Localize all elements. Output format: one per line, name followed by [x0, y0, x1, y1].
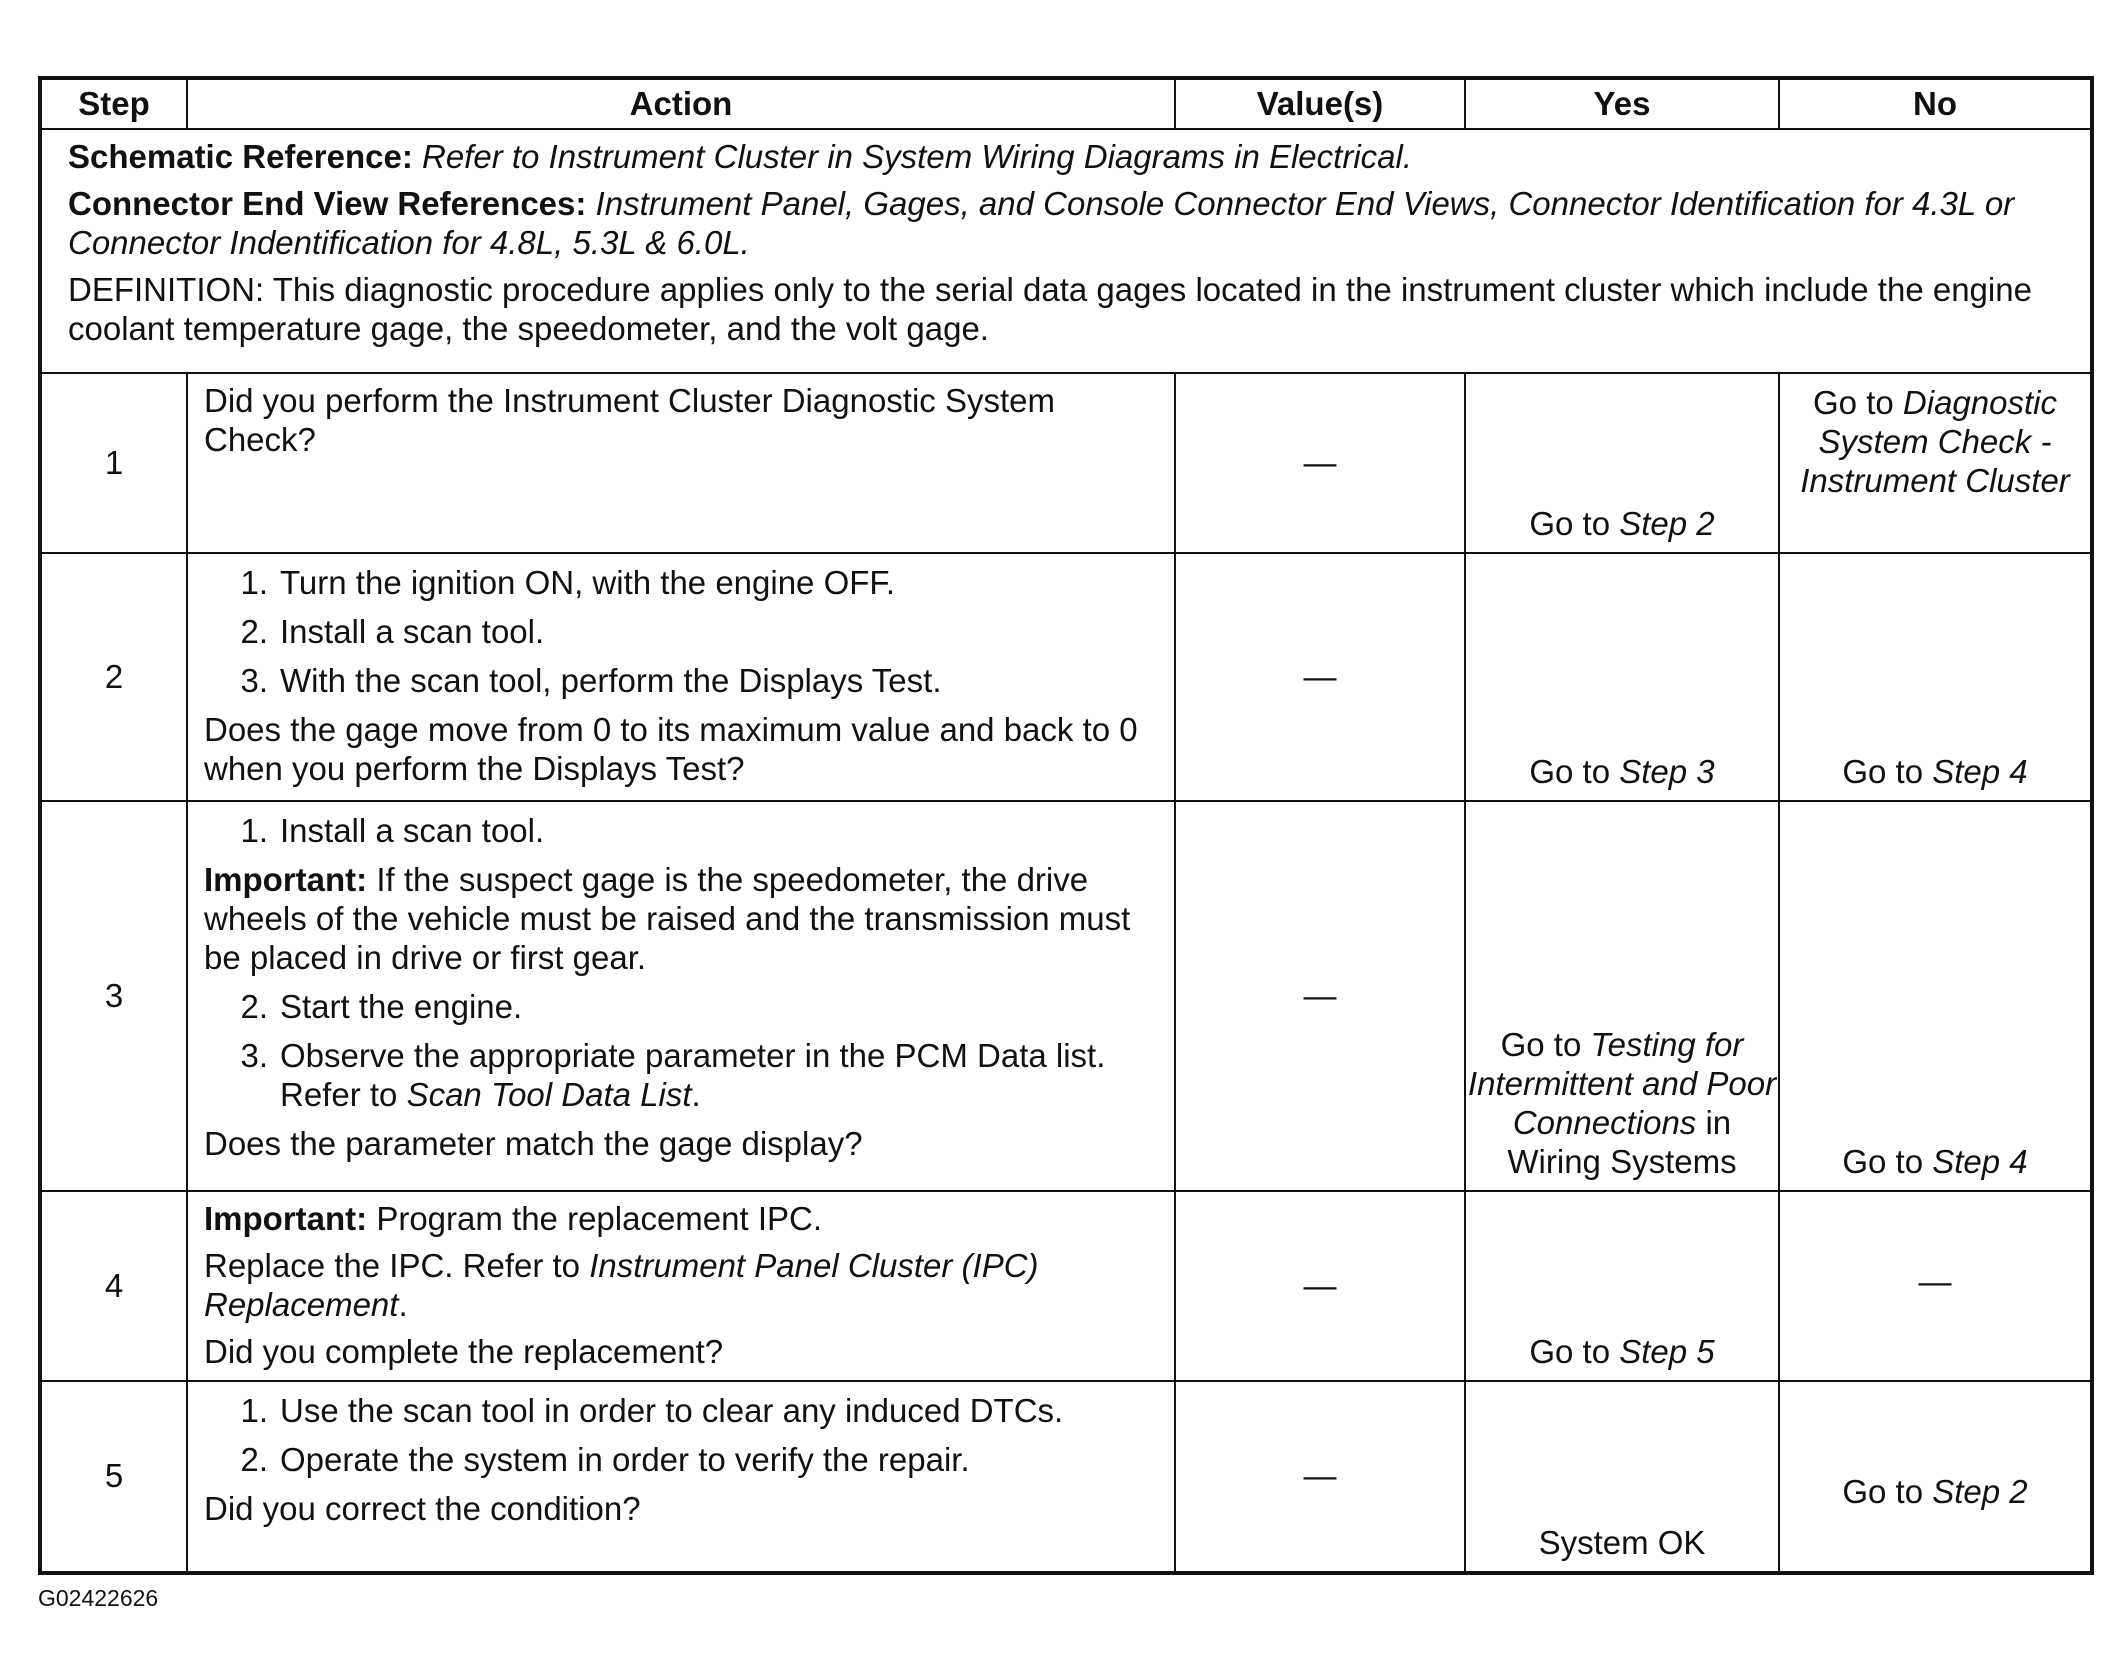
step-number: 3 — [40, 801, 187, 1191]
reference-cell — [40, 129, 2092, 373]
step-number: 1 — [40, 373, 187, 553]
action-cell — [187, 373, 1175, 553]
yes-cell: Go to Step 2 — [1465, 373, 1779, 553]
diagnostic-table — [38, 76, 2094, 1575]
important-note: Important: If the suspect gage is the speedometer, the drive wheels of the vehicle must be raised and the transmission must be placed in drive or first gear. — [204, 860, 1131, 976]
action-cell — [187, 1381, 1175, 1573]
header-values: Value(s) — [1175, 78, 1465, 129]
value-cell: — — [1175, 553, 1465, 801]
diagnostic-table-sheet — [38, 76, 2090, 1575]
list-item: 3. With the scan tool, perform the Displays Test. — [240, 661, 942, 699]
value-cell: — — [1175, 1191, 1465, 1381]
figure-code: G02422626 — [38, 1585, 159, 1611]
yes-cell: System OK — [1465, 1381, 1779, 1573]
value-cell: — — [1175, 1381, 1465, 1573]
action-cell — [187, 1191, 1175, 1381]
step-number: 4 — [40, 1191, 187, 1381]
value-cell: — — [1175, 373, 1465, 553]
reference-row — [40, 129, 2092, 373]
list-item: 1. Use the scan tool in order to clear any induced DTCs. — [240, 1392, 1064, 1429]
list-item: 3. Observe the appropriate parameter in the PCM Data list. Refer to Scan Tool Data List. — [240, 1036, 1106, 1113]
action-question: Does the gage move from 0 to its maximum value and back to 0 when you perform the Displays Test? — [204, 710, 1138, 787]
list-item: 2. Start the engine. — [240, 987, 523, 1025]
step-row-3 — [40, 801, 2092, 1191]
step-row-5 — [40, 1381, 2092, 1573]
action-question: Did you perform the Instrument Cluster Diagnostic System Check? — [204, 382, 1055, 458]
list-item: 2. Install a scan tool. — [240, 612, 545, 650]
yes-cell: Go to Testing for Intermittent and Poor Connections in Wiring Systems — [1465, 801, 1779, 1191]
action-cell — [187, 801, 1175, 1191]
header-row — [40, 78, 2092, 129]
list-item: 1. Install a scan tool. — [240, 812, 545, 849]
no-cell: Go to Step 2 — [1779, 1381, 2092, 1573]
no-cell: Go to Step 4 — [1779, 801, 2092, 1191]
header-step: Step — [40, 78, 187, 129]
no-cell: Go to Diagnostic System Check - Instrument Cluster — [1779, 373, 2092, 553]
definition-text: DEFINITION: This diagnostic procedure applies only to the serial data gages located in the instrument cluster which include the engine coolant temperature gage, the speedometer, and the volt gage. — [68, 270, 2032, 347]
connector-reference: Connector End View References: Instrument Panel, Gages, and Console Connector End Views, Connector Identification for 4.3L or Connector Indentification for 4.8L, 5.3L & 6.0L. — [68, 184, 2015, 261]
list-item: 2. Operate the system in order to verify the repair. — [240, 1440, 970, 1478]
no-cell: Go to Step 4 — [1779, 553, 2092, 801]
action-question: Did you correct the condition? — [204, 1489, 641, 1527]
step-row-1 — [40, 373, 2092, 553]
step-number: 2 — [40, 553, 187, 801]
yes-cell: Go to Step 3 — [1465, 553, 1779, 801]
no-cell: — — [1779, 1191, 2092, 1381]
important-note: Important: Program the replacement IPC. — [204, 1200, 823, 1237]
action-cell — [187, 553, 1175, 801]
schematic-reference: Schematic Reference: Refer to Instrument Cluster in System Wiring Diagrams in Electrical. — [68, 138, 1412, 175]
yes-cell: Go to Step 5 — [1465, 1191, 1779, 1381]
header-yes: Yes — [1465, 78, 1779, 129]
step-row-2 — [40, 553, 2092, 801]
action-question: Did you complete the replacement? — [204, 1332, 724, 1370]
step-number: 5 — [40, 1381, 187, 1573]
action-question: Does the parameter match the gage display? — [204, 1124, 863, 1162]
step-row-4 — [40, 1191, 2092, 1381]
header-no: No — [1779, 78, 2092, 129]
value-cell: — — [1175, 801, 1465, 1191]
header-action: Action — [187, 78, 1175, 129]
list-item: 1. Turn the ignition ON, with the engine OFF. — [240, 564, 896, 601]
replace-instruction: Replace the IPC. Refer to Instrument Panel Cluster (IPC) Replacement. — [204, 1246, 1039, 1323]
